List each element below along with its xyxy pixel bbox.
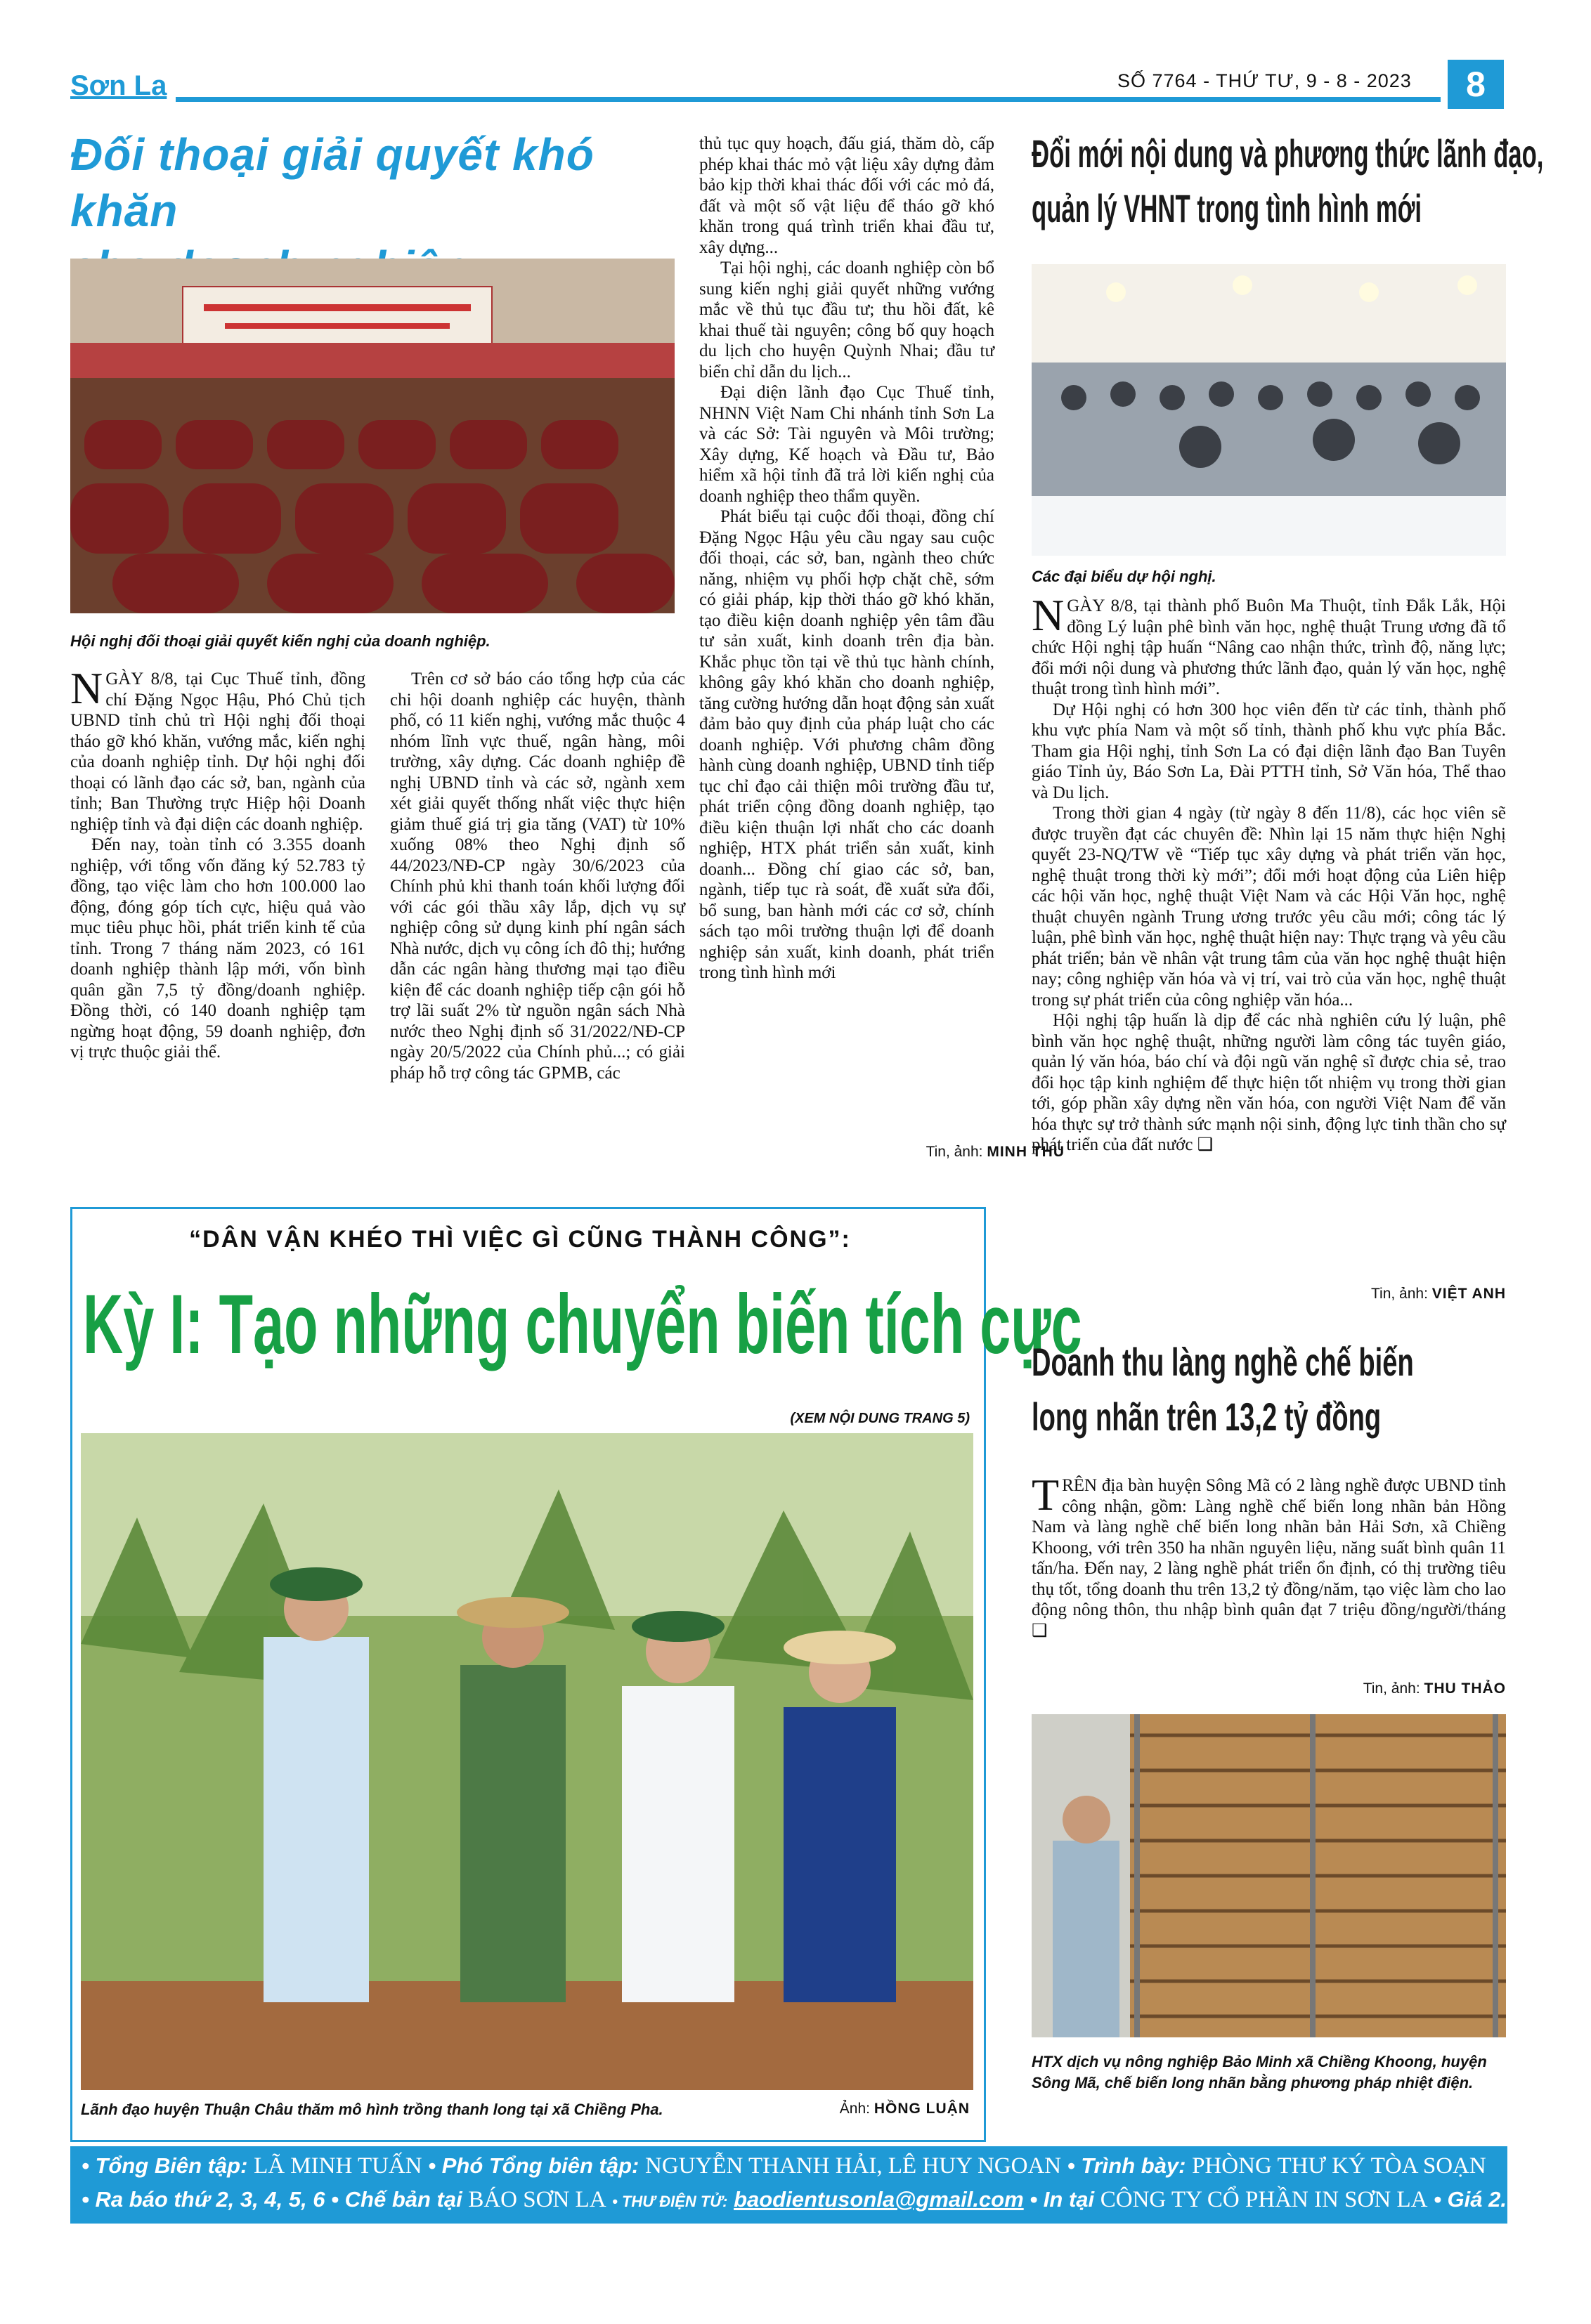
typeset-label: • Chế bản tại bbox=[331, 2187, 462, 2212]
credit-prefix: Tin, ảnh: bbox=[1370, 1286, 1428, 1302]
series-credit bbox=[794, 2101, 970, 2117]
layout-label: • Trình bày: bbox=[1067, 2153, 1186, 2178]
section-name: Sơn La bbox=[70, 70, 167, 101]
article2-body bbox=[1032, 590, 1506, 1156]
article2-photo bbox=[1032, 264, 1506, 556]
article2-paragraph: Hội nghị tập huấn là dịp để các nhà nghiên cứu lý luận, phê bình văn học nghệ thuật, những người làm công tác tuyên giáo, quản lý văn hóa, báo chí và đội ngũ văn nghệ sĩ được chia sẻ, trao đổi học tập kinh nghiệm để thực hiện tốt nhiệm vụ trong thời gian tới, góp phần xây dựng nền văn hóa, con người Việt Nam để văn hóa thực sự trở thành sức mạnh nội sinh, động lực tinh thần cho sự phát triển của đất nước ❑ bbox=[1032, 1011, 1506, 1154]
article2-title-line2: quản lý VHNT trong tình hình mới bbox=[1032, 186, 1422, 230]
article3-credit bbox=[1032, 1680, 1506, 1697]
article1-col1 bbox=[70, 663, 365, 1063]
email-label: • THƯ ĐIỆN TỬ: bbox=[612, 2193, 728, 2210]
article2-credit bbox=[1032, 1286, 1506, 1303]
article1-credit bbox=[699, 1144, 1065, 1161]
footer-line1 bbox=[82, 2153, 1486, 2179]
deputy-names: NGUYỄN THANH HẢI, LÊ HUY NGOAN bbox=[645, 2153, 1062, 2179]
article1-photo bbox=[70, 259, 675, 613]
article3-title-line2: long nhãn trên 13,2 tỷ đồng bbox=[1032, 1395, 1382, 1439]
article1-paragraph: thủ tục quy hoạch, đấu giá, thăm dò, cấp phép khai thác mỏ vật liệu xây dựng đảm bảo kịp thời khai thác đối với các mỏ đá, đất và một số vật liệu để tháo gỡ khó khăn trong quá trình triển khai đầu tư, xây dựng... bbox=[699, 134, 994, 257]
series-heading: “DÂN VẬN KHÉO THÌ VIỆC GÌ CŨNG THÀNH CÔNG”: bbox=[189, 1226, 851, 1253]
credit-name: MINH THU bbox=[987, 1144, 1065, 1160]
email-link[interactable]: baodientusonla@gmail.com bbox=[734, 2187, 1024, 2212]
series-title-text: Tạo những chuyển biến tích cực bbox=[219, 1277, 1082, 1371]
credit-name: HỒNG LUẬN bbox=[874, 2101, 970, 2117]
dropcap: T bbox=[1032, 1470, 1060, 1520]
series-part: Kỳ I: bbox=[83, 1277, 204, 1371]
dragon-fruit-farm-photo bbox=[81, 1433, 973, 2090]
article2-title-line1: Đổi mới nội dung và phương thức lãnh đạo, bbox=[1032, 131, 1544, 176]
layout-value: PHÒNG THƯ KÝ TÒA SOẠN bbox=[1192, 2153, 1486, 2179]
article1-paragraph: Trên cơ sở báo cáo tổng hợp của các chi hội doanh nghiệp các huyện, thành phố, có 11 kiến nghị, vướng mắc thuộc 4 nhóm lĩnh vực thuế, ngân hàng, môi trường, xây dựng. Các doanh nghiệp đề nghị UBND tỉnh và các sở, ngành xem xét giải quyết thống nhất việc thực hiện giảm thuế giá trị gia tăng (VAT) từ 10% xuống 08% theo Nghị định số 44/2023/NĐ-CP ngày 30/6/2023 của Chính phủ khi thanh toán khối lượng đối với các gói thầu xây lắp, dịch vụ sự nghiệp công sử dụng kinh phí ngân sách Nhà nước, dịch vụ công ích đô thị; hướng dẫn các ngân hàng thương mại tạo điều kiện để các doanh nghiệp tiếp cận gói hỗ trợ lãi suất 2% từ nguồn ngân sách Nhà nước theo Nghị định số 31/2022/NĐ-CP ngày 20/5/2022 của Chính phủ...; có giải pháp hỗ trợ công tác GPMB, các bbox=[390, 670, 685, 1083]
credit-prefix: Tin, ảnh: bbox=[1363, 1680, 1420, 1697]
header-rule bbox=[176, 97, 1441, 102]
article3-photo bbox=[1032, 1714, 1506, 2037]
editor-label: • Tổng Biên tập: bbox=[82, 2153, 248, 2178]
series-photo bbox=[81, 1433, 973, 2090]
end-mark: ❑ bbox=[1197, 1135, 1214, 1154]
article3-title-line1: Doanh thu làng nghề chế biến bbox=[1032, 1340, 1414, 1384]
footer-line2 bbox=[82, 2187, 1557, 2213]
article1-paragraph: Phát biểu tại cuộc đối thoại, đồng chí Đặng Ngọc Hậu yêu cầu ngay sau cuộc đối thoại, các sở, ban, ngành theo chức năng, nhiệm vụ phối hợp chặt chẽ, sớm có giải pháp, kịp thời tháo gỡ khó khăn, tạo điều kiện doanh nghiệp yên tâm đầu tư sản xuất, kinh doanh trên địa bàn. Khắc phục tồn tại về thủ tục hành chính, không gây khó khăn cho doanh nghiệp, tăng cường hướng dẫn hoạt động sản xuất đảm bảo quy định của pháp luật cho các doanh nghiệp. Với phương châm đồng hành cùng doanh nghiệp, UBND tỉnh tiếp tục chỉ đạo cải thiện môi trường đầu tư, phát triển cộng đồng doanh nghiệp, tạo điều kiện thuận lợi nhất cho các doanh nghiệp, HTX phát triển sản xuất, kinh doanh... Đồng chí giao các sở, ban, ngành, tiếp tục rà soát, đề xuất sửa đổi, bổ sung, ban hành mới các cơ sở, chính sách tạo môi trường thuận lợi để doanh nghiệp sản xuất, kinh doanh, phát triển trong tình hình mới bbox=[699, 507, 994, 982]
article3-body bbox=[1032, 1470, 1506, 1641]
masthead-footer bbox=[70, 2146, 1557, 2224]
publish-days: • Ra báo thứ 2, 3, 4, 5, 6 bbox=[82, 2187, 325, 2212]
article3-title bbox=[1032, 1335, 1414, 1444]
article1-paragraph: Tại hội nghị, các doanh nghiệp còn bổ sung kiến nghị giải quyết những vướng mắc về thủ tục đầu tư; thu hồi đất, kê khai thuế tài nguyên; công bố quy hoạch du lịch cho huyện Quỳnh Nhai; đầu tư biển chỉ dẫn du lịch... bbox=[699, 259, 994, 381]
end-mark: ❑ bbox=[1032, 1621, 1048, 1640]
price: • Giá 2.000đ bbox=[1434, 2187, 1557, 2212]
issue-info: SỐ 7764 - THỨ TƯ, 9 - 8 - 2023 bbox=[1117, 70, 1412, 91]
dropcap: N bbox=[1032, 590, 1065, 640]
series-caption: Lãnh đạo huyện Thuận Châu thăm mô hình trồng thanh long tại xã Chiềng Pha. bbox=[81, 2101, 663, 2118]
deputy-label: • Phó Tổng biên tập: bbox=[428, 2153, 639, 2178]
article3-paragraph: TRÊN địa bàn huyện Sông Mã có 2 làng nghề được UBND tỉnh công nhận, gồm: Làng nghề chế biến long nhãn bản Hồng Nam và làng nghề chế biến long nhãn bản Hải Sơn, xã Chiềng Khoong, với trên 350 ha nhãn nguyên liệu, năng suất bình quân 11 tấn/ha. Đến nay, 2 làng nghề phát triển ổn định, có thị trường tiêu thụ tốt, tổng doanh thu trên 13,2 tỷ đồng/năm, tạo việc làm cho lao động nông thôn, thu nhập bình quân đạt 7 triệu đồng/người/tháng ❑ bbox=[1032, 1470, 1506, 1640]
article1-col3 bbox=[699, 133, 994, 984]
credit-name: THU THẢO bbox=[1424, 1680, 1506, 1697]
article3-caption: HTX dịch vụ nông nghiệp Bảo Minh xã Chiềng Khoong, huyện Sông Mã, chế biến long nhãn bằng phương pháp nhiệt điện. bbox=[1032, 2053, 1487, 2091]
article2-caption: Các đại biểu dự hội nghị. bbox=[1032, 568, 1216, 585]
article1-paragraph: NGÀY 8/8, tại Cục Thuế tỉnh, đồng chí Đặng Ngọc Hậu, Phó Chủ tịch UBND tỉnh chủ trì Hội nghị đối thoại tháo gỡ khó khăn, vướng mắc, kiến nghị của doanh nghiệp tỉnh. Dự hội nghị đối thoại có lãnh đạo các sở, ban, ngành của tỉnh; Ban Thường trực Hiệp hội Doanh nghiệp tỉnh và đại diện các doanh nghiệp. bbox=[70, 663, 365, 834]
article2-paragraph: NGÀY 8/8, tại thành phố Buôn Ma Thuột, tỉnh Đắk Lắk, Hội đồng Lý luận phê bình văn học, nghệ thuật Trung ương đã tổ chức Hội nghị tập huấn “Nâng cao nhận thức, trình độ, năng lực; đổi mới nội dung và phương thức lãnh đạo, quản lý văn học, nghệ thuật trong tình hình mới”. bbox=[1032, 590, 1506, 698]
delegates-photo bbox=[1032, 264, 1506, 556]
page-number: 8 bbox=[1448, 60, 1504, 109]
conference-hall-photo bbox=[70, 259, 675, 613]
article1-title-line1: Đối thoại giải quyết khó khăn bbox=[70, 129, 595, 236]
series-title bbox=[83, 1275, 1082, 1373]
credit-prefix: Tin, ảnh: bbox=[926, 1144, 983, 1160]
printer-value: CÔNG TY CỔ PHẦN IN SƠN LA bbox=[1100, 2187, 1428, 2212]
article2-paragraph: Trong thời gian 4 ngày (từ ngày 8 đến 11/8), các học viên sẽ được truyền đạt các chuyên đề: Nhìn lại 15 năm thực hiện Nghị quyết 23-NQ/TW về “Tiếp tục xây dựng và phát triển văn học, nghệ thuật trong thời kỳ mới”; đổi mới hoạt động của Liên hiệp các hội văn học, nghệ thuật Việt Nam và các Hội Văn học, nghệ thuật chuyên ngành Trung ương trước yêu cầu mới; công tác lý luận, phê bình văn học, nghệ thuật hiện nay: Thực trạng và yêu cầu phát triển; bản về nhân vật trung tâm của văn học nghệ thuật hiện nay; công nghiệp văn hóa và vị trí, vai trò của văn học, nghệ thuật trong sự phát triển của công nghiệp văn hóa... bbox=[1032, 804, 1506, 1010]
article2-title bbox=[1032, 126, 1544, 236]
article1-col2 bbox=[390, 669, 685, 1083]
credit-name: VIỆT ANH bbox=[1431, 1286, 1506, 1302]
editor-name: LÃ MINH TUẤN bbox=[254, 2153, 422, 2179]
article2-paragraph: Dự Hội nghị có hơn 300 học viên đến từ các tỉnh, thành phố khu vực phía Nam và một số tỉnh, thành phố khu vực phía Bắc. Tham gia Hội nghị, tỉnh Sơn La có đại diện lãnh đạo Ban Tuyên giáo Tỉnh ủy, Báo Sơn La, Đài PTTH tỉnh, Sở Văn hóa, Thể thao và Du lịch. bbox=[1032, 700, 1506, 802]
credit-prefix: Ảnh: bbox=[839, 2101, 870, 2117]
dropcap: N bbox=[70, 663, 103, 713]
article1-paragraph: Đến nay, toàn tỉnh có 3.355 doanh nghiệp, với tổng vốn đăng ký 52.783 tỷ đồng, tạo việc làm cho hơn 100.000 lao động, đóng góp tích cực, hiệu quả vào mục tiêu phục hồi, phát triển kinh tế của tỉnh. Trong 7 tháng năm 2023, có 161 doanh nghiệp thành lập mới, vốn bình quân gần 7,5 tỷ đồng/doanh nghiệp. Đồng thời, có 140 doanh nghiệp tạm ngừng hoạt động, 59 doanh nghiệp, đơn vị trực thuộc giải thể. bbox=[70, 835, 365, 1062]
typeset-value: BÁO SƠN LA bbox=[468, 2187, 606, 2212]
drying-rack-photo bbox=[1032, 1714, 1506, 2037]
article1-caption: Hội nghị đối thoại giải quyết kiến nghị của doanh nghiệp. bbox=[70, 632, 491, 650]
series-see: (XEM NỘI DUNG TRANG 5) bbox=[790, 1411, 970, 1426]
printer-label: • In tại bbox=[1030, 2187, 1095, 2212]
article1-paragraph: Đại diện lãnh đạo Cục Thuế tỉnh, NHNN Việt Nam Chi nhánh tỉnh Sơn La và các Sở: Tài nguyên và Môi trường; Xây dựng, Kế hoạch và Đầu tư, Bảo hiểm xã hội tỉnh đã trả lời kiến nghị của doanh nghiệp theo thẩm quyền. bbox=[699, 383, 994, 506]
